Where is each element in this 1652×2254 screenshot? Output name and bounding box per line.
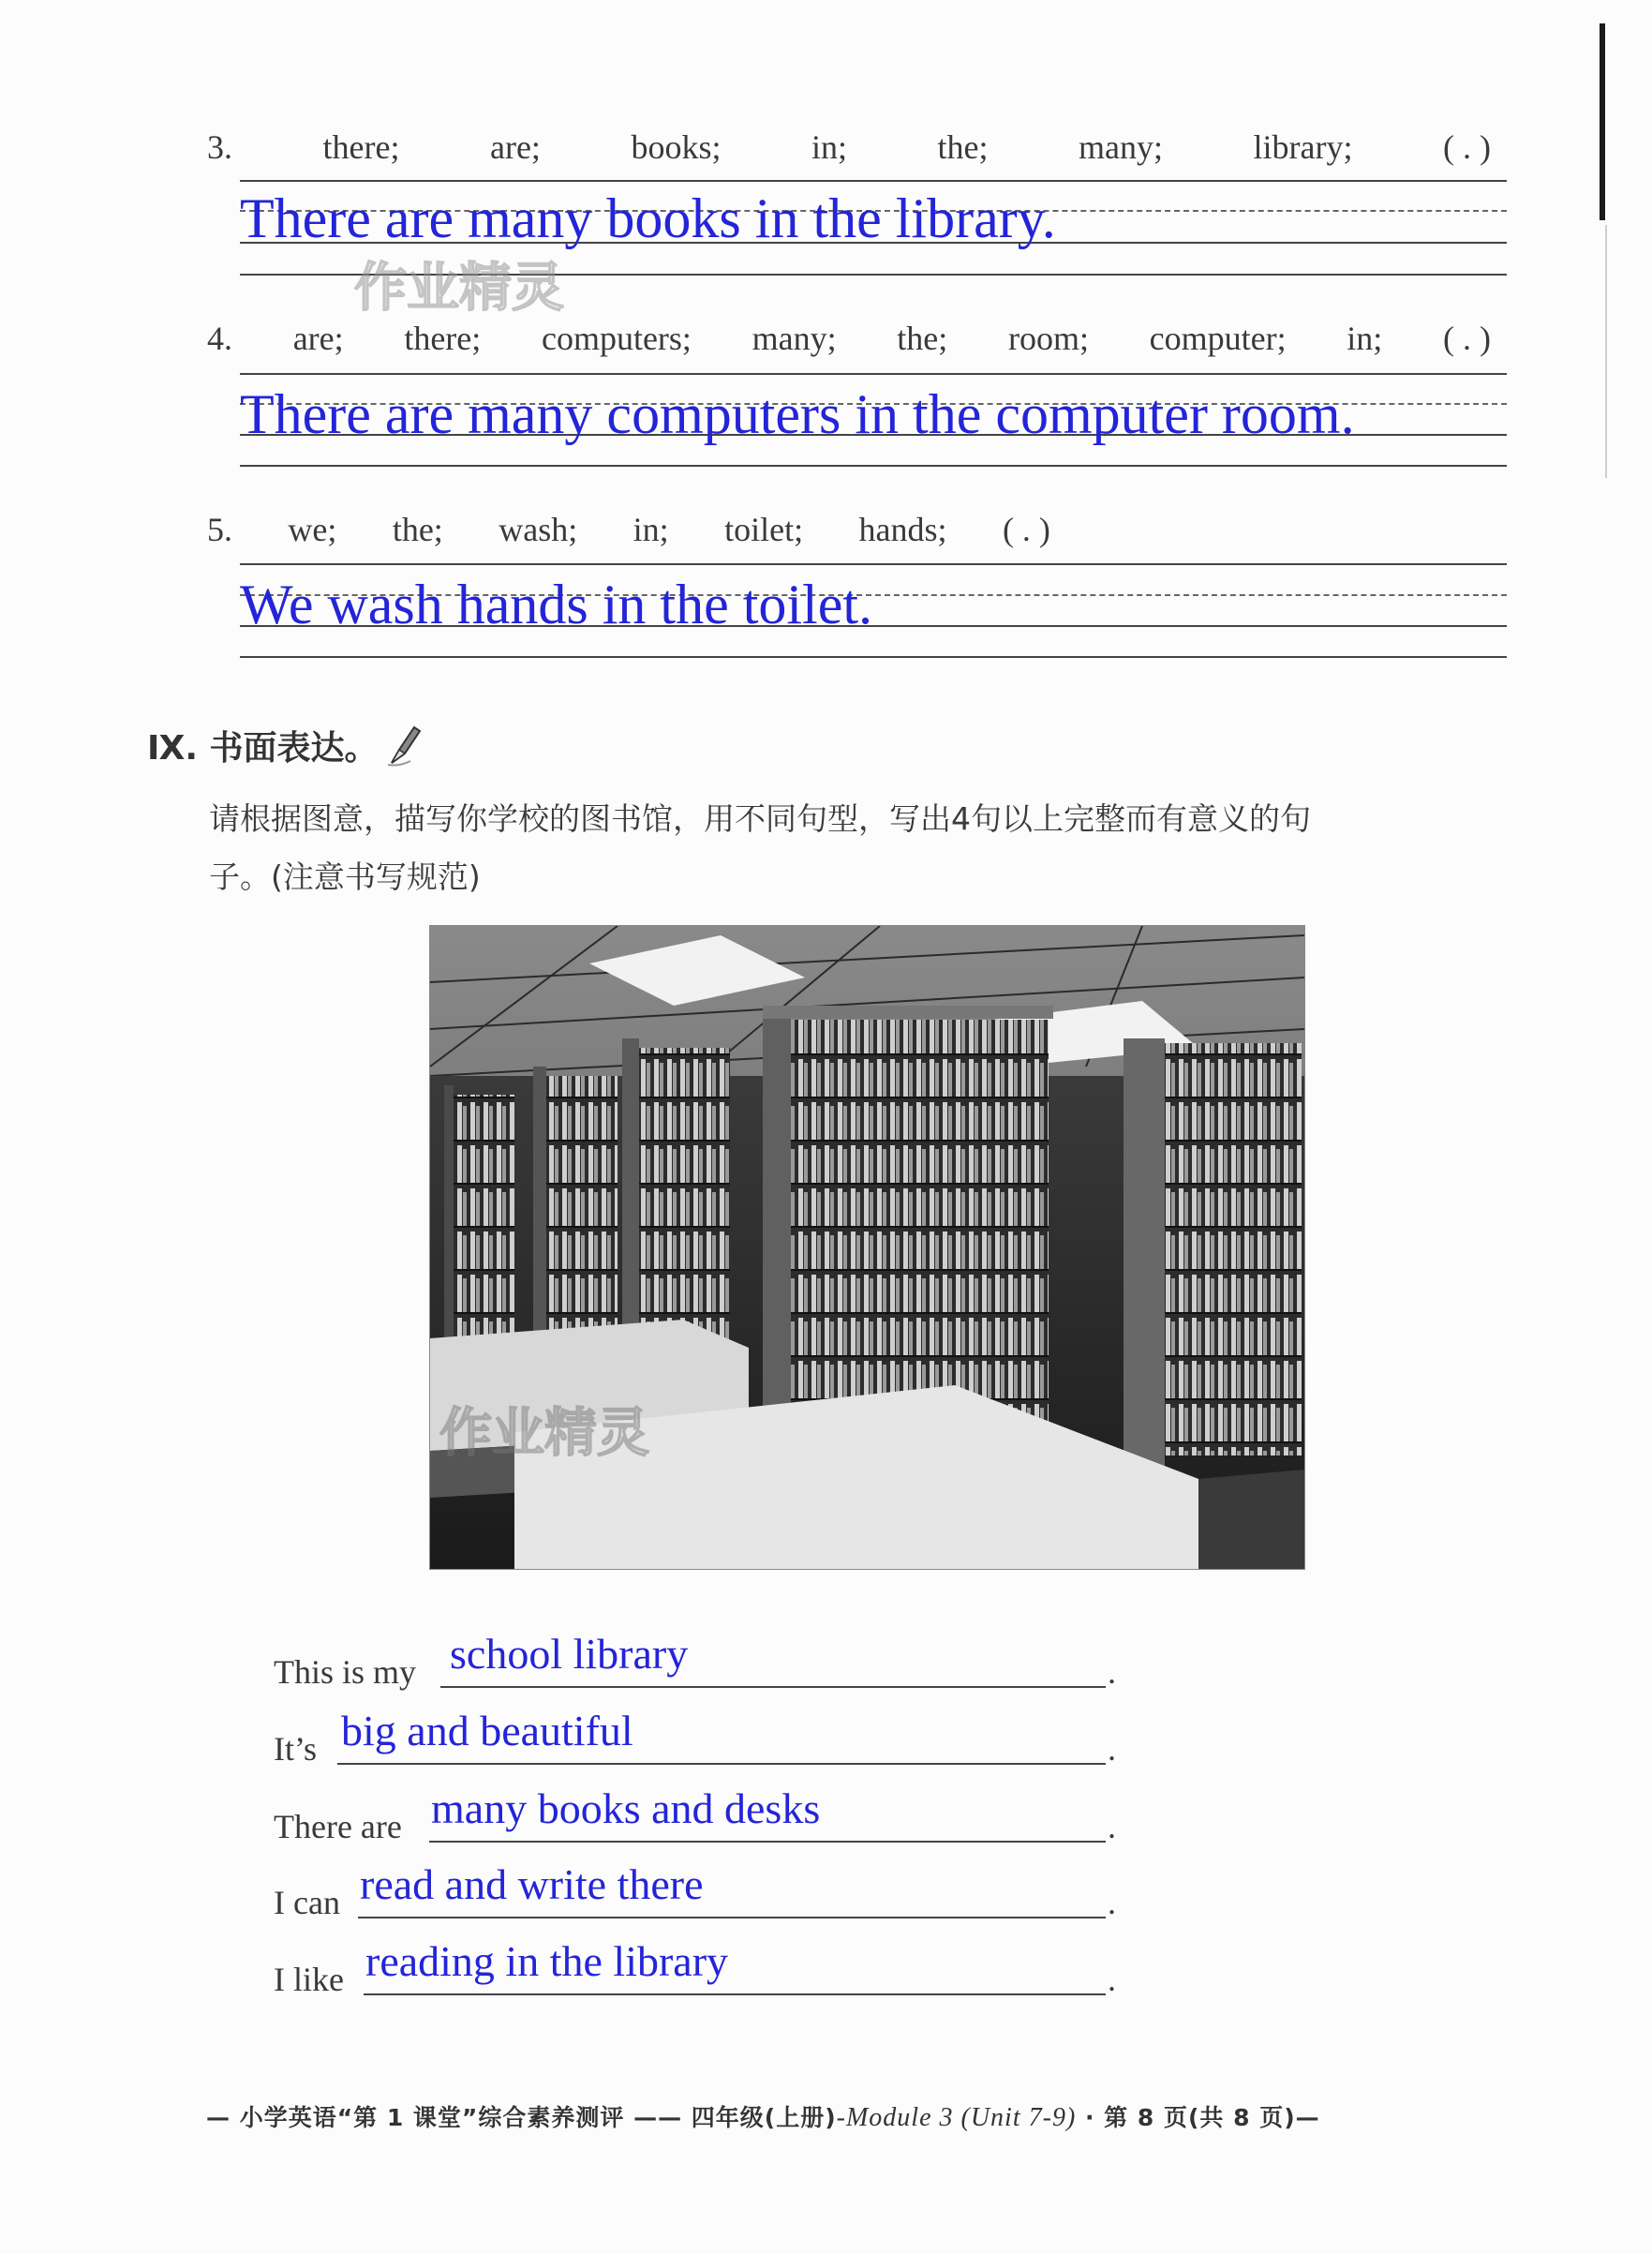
sentence-lead: It’s — [274, 1730, 318, 1768]
answer-text: read and write there — [360, 1860, 704, 1908]
answer-text: There are many books in the library. — [240, 187, 1056, 249]
page-edge-shadow — [1605, 225, 1607, 478]
watermark: 作业精灵 — [439, 1403, 649, 1464]
answer-text: many books and desks — [431, 1784, 821, 1832]
word: many; — [1079, 128, 1163, 166]
word: computer; — [1149, 320, 1287, 357]
answer-text: big and beautiful — [341, 1707, 633, 1754]
answer-line — [337, 1763, 1106, 1765]
word: the; — [937, 128, 989, 166]
word: in; — [633, 511, 669, 548]
word: toilet; — [724, 511, 804, 548]
answer-text: There are many computers in the computer room. — [240, 383, 1355, 445]
word: hands; — [858, 511, 947, 548]
writing-line-top — [240, 180, 1507, 182]
writing-line-top — [240, 563, 1507, 565]
answer-line — [440, 1686, 1106, 1688]
answer-line — [358, 1917, 1106, 1918]
writing-row — [274, 1784, 1136, 1846]
sentence-lead: I can — [274, 1884, 340, 1921]
word: books; — [631, 128, 722, 166]
answer-text: school library — [450, 1630, 689, 1678]
answer-text: reading in the library — [365, 1937, 729, 1985]
question-number: 4. — [207, 320, 232, 357]
footer-series: — 小学英语“第 1 课堂”综合素养测评 —— — [206, 2104, 683, 2131]
question-5-prompt — [207, 510, 1050, 549]
word: we; — [288, 511, 337, 548]
section-title: Ⅸ. 书面表达。 — [147, 729, 379, 768]
sentence-end: . — [1108, 1808, 1116, 1845]
pencil-icon — [386, 722, 424, 769]
word: in; — [811, 128, 847, 166]
page-footer — [206, 2099, 1537, 2133]
question-4-prompt — [207, 319, 1491, 358]
sentence-end: . — [1108, 1884, 1116, 1921]
word: there; — [404, 320, 482, 357]
writing-row — [274, 1707, 1136, 1769]
sentence-end: . — [1108, 1961, 1116, 1998]
writing-row — [274, 1630, 1136, 1692]
footer-grade: 四年级(上册) — [691, 2104, 837, 2131]
answer-line — [429, 1841, 1106, 1843]
sentence-lead: There are — [274, 1808, 402, 1845]
instruction-line-1: 请根据图意，描写你学校的图书馆，用不同句型，写出4句以上完整而有意义的句 — [209, 800, 1311, 837]
word: many; — [752, 320, 837, 357]
word: ( . ) — [1443, 128, 1491, 166]
library-illustration — [429, 925, 1305, 1570]
answer-text: We wash hands in the toilet. — [240, 574, 873, 635]
word: the; — [392, 511, 443, 548]
instruction-line-2: 子。(注意书写规范) — [209, 858, 481, 895]
answer-line — [364, 1993, 1106, 1995]
word: computers; — [541, 320, 692, 357]
sentence-end: . — [1108, 1730, 1116, 1768]
word: in; — [1347, 320, 1383, 357]
word: are; — [489, 128, 541, 166]
writing-line-bottom — [240, 656, 1507, 658]
word: are; — [292, 320, 344, 357]
writing-line-top — [240, 373, 1507, 375]
writing-row — [274, 1937, 1136, 1999]
word: ( . ) — [1443, 320, 1491, 357]
writing-line-bottom — [240, 465, 1507, 467]
word: room; — [1007, 320, 1089, 357]
sentence-lead: I like — [274, 1961, 344, 1998]
word: the; — [897, 320, 948, 357]
question-number: 3. — [207, 128, 232, 166]
word: wash; — [499, 511, 578, 548]
word: there; — [322, 128, 400, 166]
page-edge-bar — [1600, 23, 1605, 220]
word: library; — [1253, 128, 1353, 166]
footer-page: · 第 8 页(共 8 页)— — [1084, 2104, 1320, 2131]
sentence-end: . — [1108, 1653, 1116, 1691]
question-number: 5. — [207, 511, 232, 548]
footer-module: -Module 3 (Unit 7-9) — [836, 2103, 1077, 2132]
writing-row — [274, 1860, 1136, 1922]
question-3-prompt — [207, 127, 1491, 167]
sentence-lead: This is my — [274, 1653, 417, 1691]
watermark: 作业精灵 — [354, 258, 564, 319]
word: ( . ) — [1002, 511, 1050, 548]
